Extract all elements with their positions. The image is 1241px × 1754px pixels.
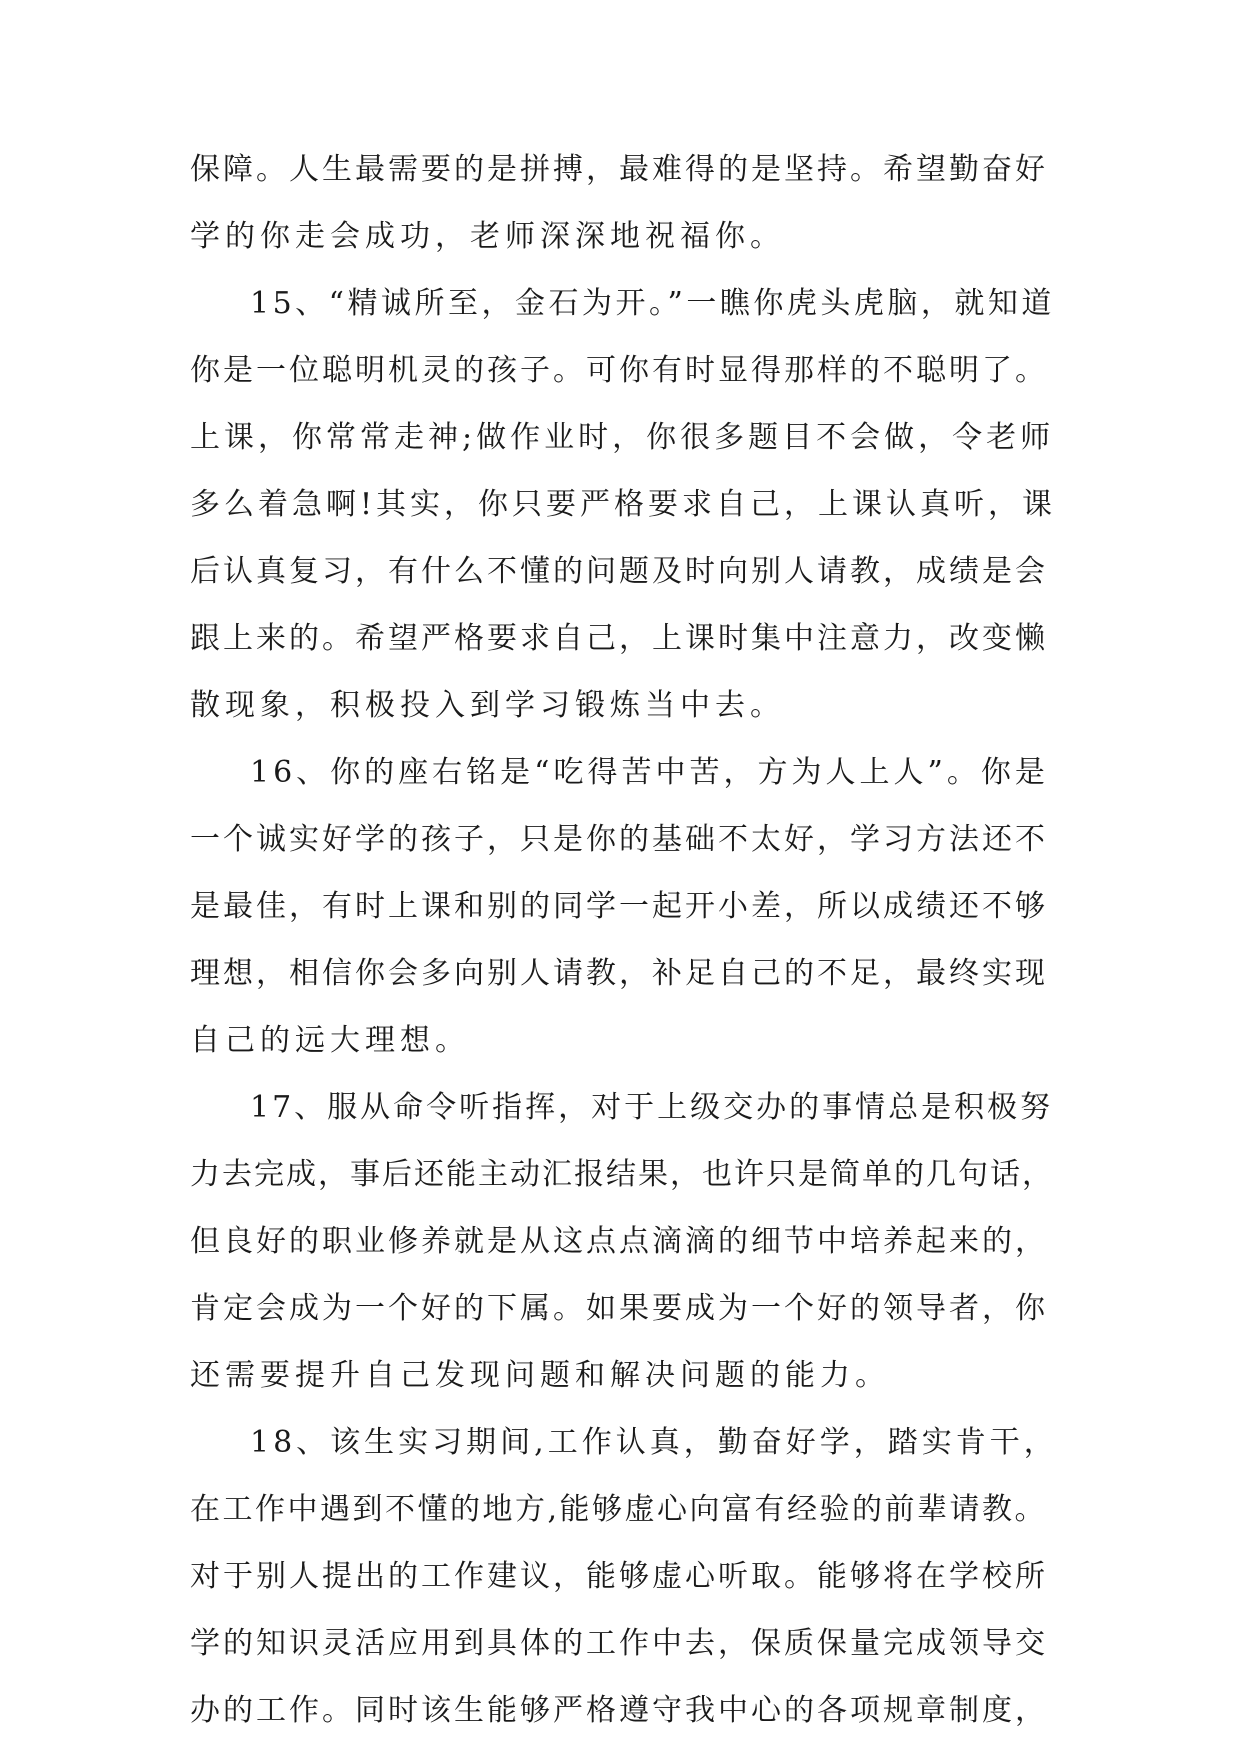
text-line: 办的工作。同时该生能够严格遵守我中心的各项规章制度，: [190, 1693, 1048, 1728]
text-line: 在工作中遇到不懂的地方,能够虚心向富有经验的前辈请教。: [190, 1492, 1048, 1527]
paragraph-start-18: 18、该生实习期间,工作认真，勤奋好学，踏实肯干，: [250, 1425, 1058, 1460]
text-line: 但良好的职业修养就是从这点点滴滴的细节中培养起来的，: [190, 1224, 1048, 1259]
paragraph-start-15: 15、“精诚所至，金石为开。”一瞧你虎头虎脑，就知道: [250, 286, 1055, 321]
text-line: 一个诚实好学的孩子，只是你的基础不太好，学习方法还不: [190, 822, 1048, 857]
text-line: 还需要提升自己发现问题和解决问题的能力。: [190, 1358, 890, 1393]
text-line: 理想，相信你会多向别人请教，补足自己的不足，最终实现: [190, 956, 1048, 991]
text-line: 对于别人提出的工作建议，能够虚心听取。能够将在学校所: [190, 1559, 1048, 1594]
paragraph-start-17: 17、服从命令听指挥，对于上级交办的事情总是积极努: [250, 1090, 1054, 1125]
text-line: 后认真复习，有什么不懂的问题及时向别人请教，成绩是会: [190, 554, 1048, 589]
text-line: 保障。人生最需要的是拼搏，最难得的是坚持。希望勤奋好: [190, 152, 1048, 187]
text-line: 力去完成，事后还能主动汇报结果，也许只是简单的几句话，: [190, 1157, 1054, 1192]
text-line: 是最佳，有时上课和别的同学一起开小差，所以成绩还不够: [190, 889, 1048, 924]
text-line: 上课，你常常走神;做作业时，你很多题目不会做，令老师: [190, 420, 1055, 455]
text-line: 学的你走会成功，老师深深地祝福你。: [190, 219, 785, 254]
text-line: 多么着急啊!其实，你只要严格要求自己，上课认真听，课: [190, 487, 1057, 522]
text-line: 你是一位聪明机灵的孩子。可你有时显得那样的不聪明了。: [190, 353, 1048, 388]
text-line: 自己的远大理想。: [190, 1023, 470, 1058]
paragraph-start-16: 16、你的座右铭是“吃得苦中苦，方为人上人”。你是: [250, 755, 1049, 790]
text-line: 跟上来的。希望严格要求自己，上课时集中注意力，改变懒: [190, 621, 1048, 656]
text-line: 学的知识灵活应用到具体的工作中去，保质保量完成领导交: [190, 1626, 1048, 1661]
text-line: 散现象，积极投入到学习锻炼当中去。: [190, 688, 785, 723]
text-line: 肯定会成为一个好的下属。如果要成为一个好的领导者，你: [190, 1291, 1048, 1326]
